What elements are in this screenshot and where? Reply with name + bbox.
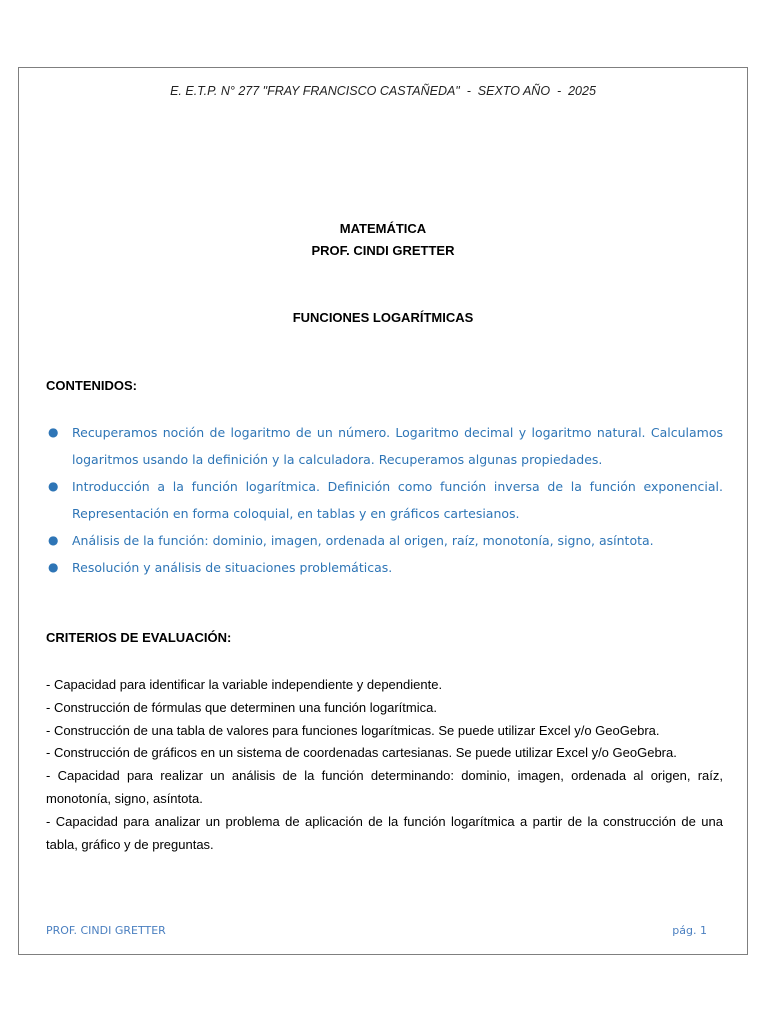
- contents-item: [46, 554, 723, 581]
- school-header: E. E.T.P. N° 277 "FRAY FRANCISCO CASTAÑEDA" - SEXTO AÑO - 2025: [170, 84, 596, 98]
- criteria-item: - Capacidad para analizar un problema de aplicación de la función logarítmica a partir de la construcción de una tabla, gráfico y de preguntas.: [46, 813, 723, 852]
- contents-list: [46, 419, 723, 581]
- criteria-item: - Construcción de una tabla de valores para funciones logarítmicas. Se puede utilizar Excel y/o GeoGebra.: [46, 722, 660, 738]
- bullet-dot-icon: ●: [48, 560, 59, 574]
- contents-heading: CONTENIDOS:: [46, 378, 137, 393]
- subject-title: MATEMÁTICA: [339, 221, 427, 236]
- contents-item-text: Resolución y análisis de situaciones problemáticas.: [72, 560, 393, 575]
- contents-item-text: Introducción a la función logarítmica. Definición como función inversa de la función exponencial. Representación en forma coloquial, en tablas y en gráficos cartesianos.: [72, 479, 723, 521]
- document-page: [18, 67, 748, 955]
- contents-item: [46, 473, 723, 527]
- topic-title: FUNCIONES LOGARÍTMICAS: [292, 310, 474, 325]
- bullet-dot-icon: ●: [48, 479, 59, 493]
- criteria-item: - Capacidad para identificar la variable independiente y dependiente.: [46, 677, 443, 692]
- criteria-list: [46, 674, 723, 856]
- criteria-heading: CRITERIOS DE EVALUACIÓN:: [46, 630, 232, 645]
- teacher-name: PROF. CINDI GRETTER: [311, 243, 455, 258]
- contents-item: [46, 527, 723, 554]
- bullet-dot-icon: ●: [48, 533, 59, 547]
- page-number: pág. 1: [672, 924, 707, 937]
- contents-item-text: Recuperamos noción de logaritmo de un número. Logaritmo decimal y logaritmo natural. Calculamos logaritmos usando la definición y la calculadora. Recuperamos algunas propiedades.: [72, 425, 723, 467]
- criteria-item: - Capacidad para realizar un análisis de la función determinando: dominio, imagen, ordenada al origen, raíz, monotonía, signo, asíntota.: [46, 768, 723, 806]
- criteria-item: - Construcción de gráficos en un sistema de coordenadas cartesianas. Se puede utilizar Excel y/o GeoGebra.: [46, 745, 677, 761]
- footer-author: PROF. CINDI GRETTER: [46, 924, 166, 937]
- bullet-dot-icon: ●: [48, 425, 59, 439]
- criteria-item: - Construcción de fórmulas que determinen una función logarítmica.: [46, 699, 437, 715]
- contents-item: [46, 419, 723, 473]
- contents-item-text: Análisis de la función: dominio, imagen, ordenada al origen, raíz, monotonía, signo, asíntota.: [72, 533, 654, 548]
